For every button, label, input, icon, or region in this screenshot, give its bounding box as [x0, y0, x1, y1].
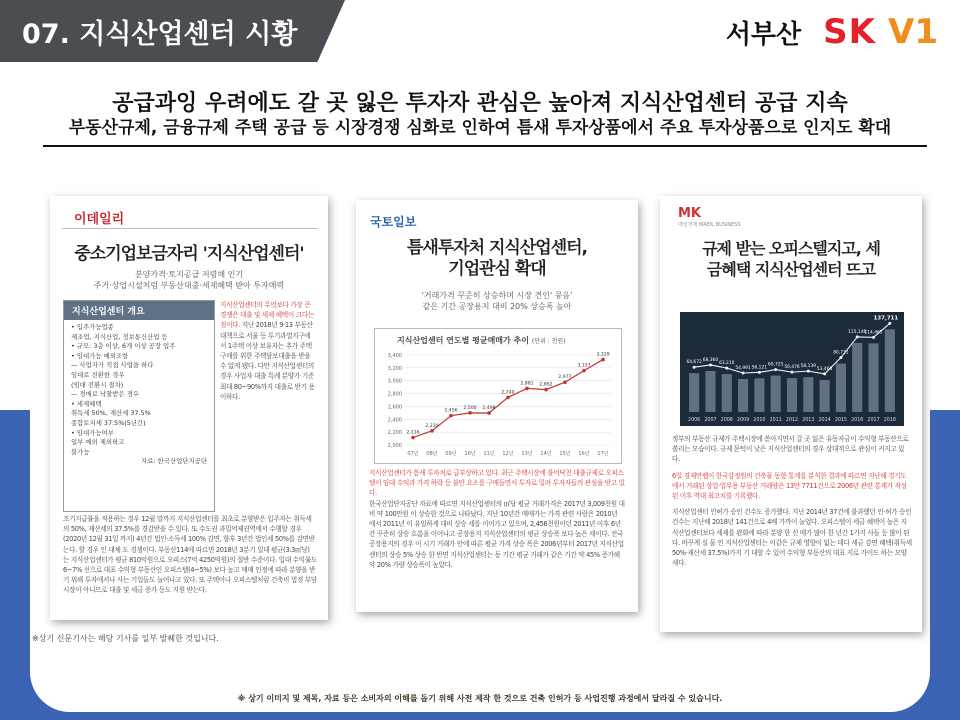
- data-point: [693, 366, 696, 369]
- data-point: [525, 387, 529, 391]
- data-point: [856, 335, 859, 338]
- data-point: [758, 371, 761, 374]
- info-line: 임대로 전환한 경우: [71, 370, 125, 379]
- y-tick-label: 2,400: [387, 417, 402, 424]
- x-tick-label: 15년: [559, 451, 571, 457]
- bar: [722, 374, 732, 412]
- info-line: 취득세 50%, 재산세 37.5%: [71, 409, 151, 418]
- bar: [705, 371, 715, 412]
- info-line: 제조업, 지식산업, 정보통신산업 등: [71, 332, 168, 341]
- bar: [820, 380, 830, 412]
- data-label: 115,146: [848, 329, 867, 335]
- kukto-logo: 국토일보: [370, 215, 417, 229]
- brand-sk: SK: [823, 12, 877, 52]
- title-line: 규제 받는 오피스텔지고, 세: [702, 239, 880, 258]
- x-tick-label: 13년: [521, 451, 533, 457]
- data-label: 80,731: [833, 350, 849, 356]
- bar: [885, 329, 895, 412]
- article-subtitle: [366, 290, 628, 312]
- x-tick-label: 2014: [818, 418, 831, 423]
- bar: [852, 343, 862, 412]
- bar: [803, 377, 813, 412]
- mk-logo-sub: 매일경제 MAEIL BUSINESS: [678, 222, 741, 228]
- data-label: 2,456: [444, 408, 458, 414]
- info-line: 불가능: [71, 447, 90, 456]
- y-tick-label: 3,400: [387, 353, 402, 359]
- data-label: 56,476: [784, 365, 800, 371]
- info-line: 자료: 한국산업단지공단: [141, 457, 207, 466]
- data-point: [449, 414, 453, 418]
- article-body-right: [220, 300, 316, 402]
- x-tick-label: 11년: [483, 451, 495, 457]
- bar: [868, 343, 878, 412]
- info-line: • 임대가능 예외조항: [71, 351, 129, 360]
- x-tick-label: 08년: [426, 451, 438, 457]
- headline-main: 공급과잉 우려에도 갈 곳 잃은 투자자 관심은 높아져 지식산업센터 공급 지속: [112, 91, 848, 116]
- bar: [787, 378, 797, 412]
- y-tick-label: 3,200: [387, 365, 402, 372]
- x-tick-label: 07년: [407, 451, 419, 457]
- x-tick-label: 2011: [769, 418, 782, 423]
- article-note: ※상기 신문기사는 해당 기사를 일부 발췌한 것입니다.: [32, 634, 219, 643]
- data-label: 53,468: [816, 366, 833, 372]
- chart-title-text: 지식산업센터 연도별 평균매매가 추이: [397, 336, 530, 345]
- divider: [62, 228, 318, 229]
- x-tick-label: 2012: [785, 418, 799, 423]
- data-label: 3,329: [596, 352, 610, 358]
- y-tick-label: 2,200: [387, 430, 402, 437]
- data-label: 2,862: [539, 382, 553, 388]
- info-line: • 임대가능여부: [71, 428, 114, 437]
- data-point: [807, 370, 810, 373]
- data-point: [563, 380, 567, 384]
- info-line: • 규모: 3층 이상, 6개 이상 공장 입주: [71, 342, 176, 351]
- body-text: 지식산업센터 인허가 승인 건수도 증가했다. 지난 2014년 37건에 불과했던 인·허가 승인 건수는 지난해 2018년 141건으로 4배 가까이 늘었다. 오피스텔이 세금 혜택이 높은 지식산업센터보다 세제를 완화에 따라 분양 한 선 매가 많아 한 년간 1가지 사들 등 많이 된다. 바꾸게 실 물 인 지식산업센터는 이같은 규제 영향이 없는 데다 세금 감면 혜택(취득세 50%·재산세 37.5%)가지 기 대할 수 있어 수익형 부동산의 대표 지로 가이드 하는 모양새다.: [672, 508, 912, 568]
- article-body-bottom: 조기지급률을 적용하는 경우 12월 말까지 지식산업센터를 최초로 분양받은 입주자는 취득세의 50%, 재산세의 37.5%를 경감받을 수 있다. 또 수도권 과밀억제권역에서 수행할 경우(2020년 12월 31일 까지) 4년간 법인·소득세 100% 감면, 향후 3년간 법인세 50%를 감면받는다. 할 경우 인 대체 도 경쟁이다. 부동산114에 따르면 2018년 3분기 일대 평균(3.3㎡당) 는 지식산업센터가 평균 810억원으로 오피스(7억 4250억원)의 절반 수준이다. 입대 수익률도 6~7% 선으로 대표 수익형 부동산인 오피스텔(4~5%) 보다 높고 매매 인정에 따라 분양을 받기 위해 투자에서나 사는 기업들도 늘어나고 있다. 또 주택이나 오피스텔처럼 건축비 법정 부담 시장이 아니므로 대출 및 세금 증가 등도 지원 받는다.: [63, 515, 317, 595]
- data-label: 137,711: [873, 315, 899, 322]
- x-tick-label: 2007: [704, 418, 717, 423]
- x-tick-label: 2018: [883, 418, 896, 423]
- highlight-text: 지식산업센터가 틈새 투자처로 급부상하고 있다. 최근 주택시장에 불어닥친 대출규제로 오피스텔이 임대 수익과 가격 하락 등 불안 요소를 구매들면서 투자로 밀려 투자자들의 관심을 받고 있다.: [369, 469, 625, 498]
- data-label: 60,725: [768, 362, 784, 368]
- x-tick-label: 10년: [464, 451, 476, 457]
- data-label: 2,116: [406, 430, 420, 436]
- title-line: 기업관심 확대: [448, 259, 546, 279]
- x-tick-label: 2013: [802, 418, 815, 423]
- data-label: 68,360: [702, 357, 719, 363]
- y-tick-label: 2,600: [387, 404, 402, 411]
- news-clip-kukto: [356, 200, 638, 612]
- info-box-title: 지식산업센터 개요: [64, 301, 214, 320]
- body-text: 한국산업단지공단 자료에 따르면 지식산업센터의 ㎡당 평균 거래가격은 2017년 3,009천원 대비 약 100만원 이 상승한 것으로 나타났다. 지난 10년간 매매가는 가격 관련 사람은 2010년 에서 2011년 이 유일하게 대비 상승 세를 이어가고 있으며, 2,456천원이던 2011년 이후 6년간 꾸준히 상승 흐름을 이어나고 공장용지 지식산업센터의 평균 상승폭 보다 높은 세이다. 전국 공장용지의 경우 이 시기 거래가 안에 따른 평균 가격 상승 폭은 2006년부터 2017년 지식산업센터의 상승 5% 상승 한 반면 지식산업센터는 동 기간 평균 거래가 같은 기간 약 45% 증가해 약 20% 가량 상승폭이 높았다.: [369, 499, 625, 569]
- headline-rule: [43, 145, 927, 147]
- subtitle-line: 같은 기간 공장용지 대비 20% 상승폭 높아: [422, 302, 572, 311]
- news-clip-mk: [660, 196, 922, 632]
- info-line: 일부 예외 제외하고: [71, 438, 125, 447]
- info-line: (임대 전환시 절차): [71, 380, 124, 389]
- bar-chart-svg: [680, 312, 904, 426]
- data-point: [872, 336, 875, 339]
- data-point: [430, 429, 434, 433]
- data-label: 2,220: [425, 423, 439, 429]
- info-box: [63, 300, 215, 512]
- mk-logo: MK: [678, 206, 702, 221]
- brand-v1: V1: [888, 12, 938, 52]
- title-line: 금혜택 지식산업센터 뜨고: [706, 260, 876, 279]
- data-point: [468, 411, 472, 415]
- x-tick-label: 2009: [736, 418, 750, 423]
- x-tick-label: 2016: [851, 418, 864, 423]
- bar: [738, 379, 748, 412]
- info-line: — 사업자가 직접 사업을 하다: [71, 361, 154, 370]
- footer-disclaimer: ※ 상기 이미지 및 제목, 자료 등은 소비자의 이해를 돕기 위해 사전 제작 한 것으로 건축 인허가 등 사업진행 과정에서 달라질 수 있습니다.: [237, 694, 723, 703]
- x-tick-label: 14년: [540, 451, 552, 457]
- data-point: [411, 436, 415, 440]
- brand-logo: [726, 12, 938, 52]
- subtitle-line: '거래가격 꾸준히 상승하며 시장 견인' 뭉음': [421, 291, 573, 300]
- data-label: 63,210: [719, 361, 735, 367]
- data-point: [506, 396, 510, 400]
- section-title: 07. 지식산업센터 시황: [22, 19, 298, 50]
- data-label: 2,740: [501, 390, 515, 396]
- data-point: [709, 363, 712, 366]
- data-point: [839, 356, 842, 359]
- y-tick-label: 2,000: [387, 443, 402, 449]
- highlight-text: 6일 경제만랩이 한국감정원의 건축물 동향 통계를 분석한 결과에 따르면 지난해 경기도에서 거래된 상업·업무용 부동산 거래량은 13만 7711건으로 2006년 관련 통계가 작성된 이후 역대 최고치를 기록했다.: [672, 471, 907, 501]
- bar: [836, 364, 846, 412]
- info-line: — 경매로 낙찰받은 경우: [71, 390, 140, 399]
- info-line: • 세제혜택: [71, 399, 102, 408]
- subtitle-line: 주거·상업시설처럼 부동산대출·세제혜택 받아 투자매력: [93, 281, 285, 290]
- news-clip-edaily: [50, 196, 328, 620]
- y-tick-label: 2,800: [387, 391, 402, 398]
- data-point: [487, 411, 491, 415]
- info-line: 종합토지세 37.5%(5년간): [71, 418, 146, 427]
- bar: [754, 378, 764, 412]
- x-tick-label: 2006: [688, 418, 701, 423]
- article-title: [660, 238, 922, 280]
- x-tick-label: 2010: [753, 418, 766, 423]
- subtitle-line: 분양가격·토지공급 저렴해 인기: [134, 270, 244, 279]
- data-label: 2,500: [463, 405, 477, 411]
- x-tick-label: 2017: [867, 418, 880, 423]
- body-text: 정부의 부동산 규제가 주택시장에 쏟아지면서 갈 곳 잃은 유동자금이 수익형 부동산으로 쏠리는 모습이다. 규제 문턱이 낮은 지식산업센터의 경우 상대적으로 관심이 커지고 있다.: [672, 435, 909, 464]
- data-label: 114,461: [864, 330, 883, 336]
- x-tick-label: 2008: [720, 418, 733, 423]
- body-text: 지난 2018년 9·13 부동산대책으로 서울 등 투기과열지구에서 1주택 이상 보유자는 추가 주택 구매를 위한 주택담보대출을 받을 수 없게 됐다. 다만 지식산업센터의 경우 사업자 대출 특례 분양가 기준 최대 80~90%까지 대출로 받기 용이하다.: [220, 321, 315, 401]
- article-body: [369, 468, 625, 601]
- brand-region: 서부산: [725, 19, 802, 50]
- chart-unit: (단위 : 천원): [531, 338, 566, 345]
- data-label: 3,157: [577, 363, 591, 369]
- data-point: [888, 322, 891, 325]
- x-tick-label: 2015: [834, 418, 848, 423]
- data-label: 56,121: [751, 365, 768, 371]
- line-chart-svg: [375, 329, 621, 463]
- data-label: 58,139: [800, 364, 816, 370]
- data-label: 2,977: [558, 375, 572, 381]
- data-label: 64,672: [686, 360, 702, 366]
- chart-title: [397, 335, 566, 346]
- data-label: 54,991: [735, 366, 751, 372]
- x-tick-label: 16년: [578, 451, 590, 457]
- data-point: [823, 372, 826, 375]
- x-tick-label: 09년: [445, 451, 457, 457]
- info-line: • 입주가능업종: [71, 323, 114, 331]
- title-line: 틈새투자처 지식산업센터,: [406, 238, 588, 258]
- article-title: [356, 238, 638, 280]
- y-tick-label: 3,000: [387, 378, 402, 385]
- data-point: [582, 369, 586, 373]
- article-title: 중소기업보금자리 '지식산업센터': [74, 244, 304, 264]
- page-header: [0, 0, 960, 60]
- article-subtitle: [60, 269, 318, 291]
- data-point: [725, 367, 728, 370]
- bar: [771, 376, 781, 412]
- highlight-text: 지식산업센터의 무엇보다 가장 큰 경쟁은 대출 및 세제 혜택이 크다는 점이다.: [220, 301, 314, 330]
- data-point: [742, 372, 745, 375]
- data-point: [774, 368, 777, 371]
- info-box-body: [64, 320, 214, 470]
- edaily-logo: 이데일리: [74, 212, 125, 227]
- bar: [689, 373, 699, 412]
- headline-sub: 부동산규제, 금융규제 주택 공급 등 시장경쟁 심화로 인하여 틈새 투자상품에서 주요 투자상품으로 인지도 확대: [68, 118, 892, 138]
- data-label: 2,881: [520, 381, 534, 387]
- x-tick-label: 12년: [502, 451, 514, 457]
- price-chart: [374, 328, 622, 464]
- data-point: [544, 388, 548, 392]
- data-label: 2,498: [482, 405, 496, 411]
- data-point: [601, 358, 605, 362]
- x-tick-label: 17년: [597, 451, 609, 457]
- article-body: [672, 434, 912, 599]
- data-point: [791, 371, 794, 374]
